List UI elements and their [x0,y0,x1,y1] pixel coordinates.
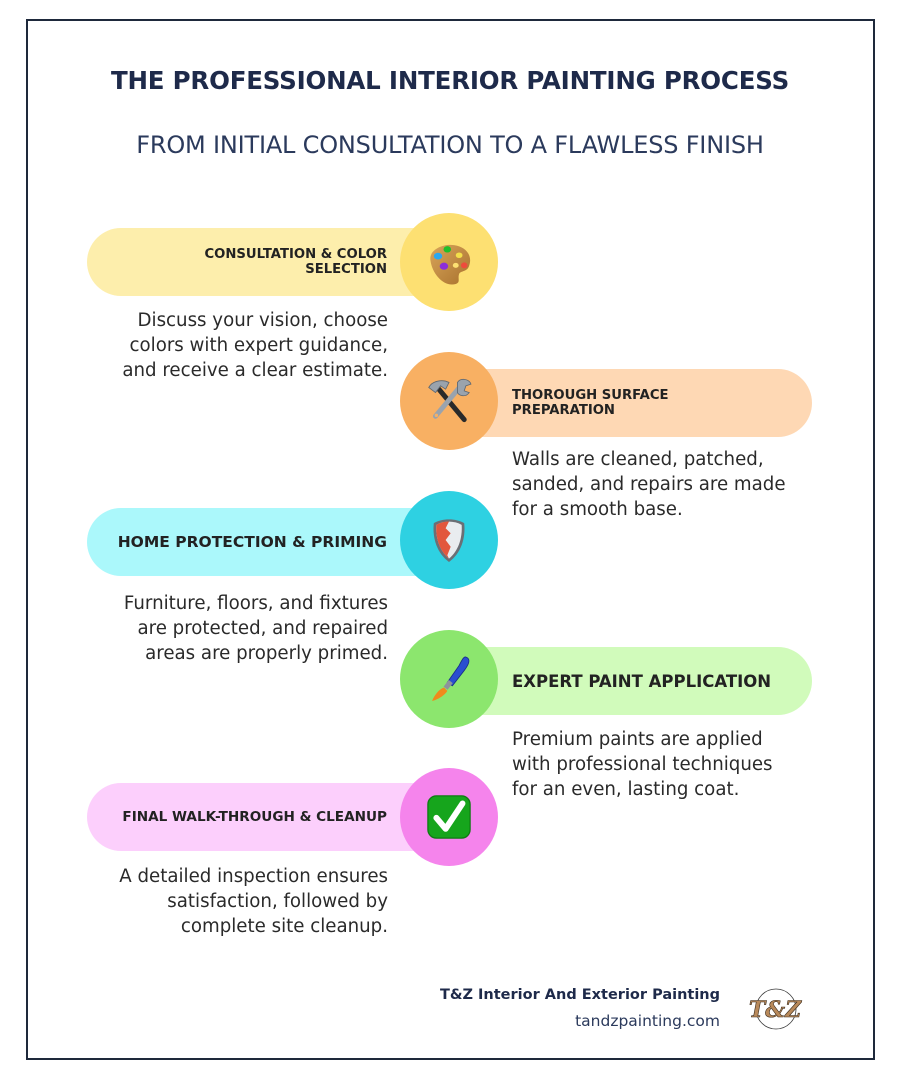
step-3-description: Furniture, floors, and fixtures are protected, and repaired areas are properly primed. [123,593,388,664]
step-2-title: THOROUGH SURFACE PREPARATION [512,388,669,418]
check-mark-button-icon [422,790,476,844]
shield-icon [422,513,476,567]
company-logo [740,985,810,1033]
page-subtitle: FROM INITIAL CONSULTATION TO A FLAWLESS FINISH [136,131,764,159]
step-5-icon-circle [400,768,498,866]
step-4-description: Premium paints are applied with professional techniques for an even, lasting coat. [512,729,773,800]
step-2-description: Walls are cleaned, patched, sanded, and repairs are made for a smooth base. [512,449,786,520]
step-1-description: Discuss your vision, choose colors with expert guidance, and receive a clear estimate. [122,310,388,381]
hammer-and-wrench-icon [422,374,476,428]
page-title: THE PROFESSIONAL INTERIOR PAINTING PROCESS [110,66,790,95]
step-5-title: FINAL WALK-THROUGH & CLEANUP [122,808,387,825]
company-name: T&Z Interior And Exterior Painting [439,987,720,1003]
tz-logo-icon [740,985,810,1033]
step-4-title: EXPERT PAINT APPLICATION [512,671,772,691]
paintbrush-icon [422,652,476,706]
step-3-icon-circle [400,491,498,589]
step-1-icon-circle [400,213,498,311]
artist-palette-icon [422,235,476,289]
step-3-title: HOME PROTECTION & PRIMING [117,532,387,551]
step-1-title: CONSULTATION & COLOR SELECTION [204,247,387,277]
step-2-icon-circle [400,352,498,450]
svg-text:T&Z: T&Z [748,997,802,1023]
step-4-icon-circle [400,630,498,728]
step-5-description: A detailed inspection ensures satisfaction, followed by complete site cleanup. [119,866,388,937]
company-website-link[interactable]: tandzpainting.com [575,1012,720,1030]
